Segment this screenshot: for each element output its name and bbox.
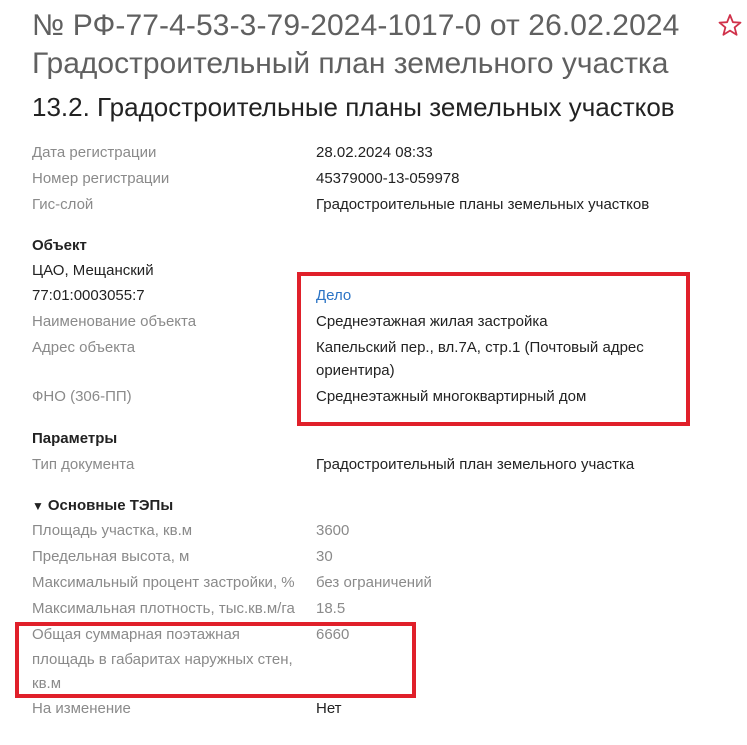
max-coverage-label: Максимальный процент застройки, %	[32, 574, 295, 591]
object-address-label: Адрес объекта	[32, 339, 136, 356]
plot-area-label: Площадь участка, кв.м	[32, 522, 193, 539]
fno-value: Среднеэтажный многоквартирный дом	[316, 388, 587, 405]
plot-area-value: 3600	[316, 522, 350, 539]
max-height-label: Предельная высота, м	[32, 548, 190, 565]
for-change-value: Нет	[316, 700, 342, 717]
max-density-value: 18.5	[316, 600, 346, 617]
object-heading: Объект	[32, 237, 87, 254]
fno-label: ФНО (306-ПП)	[32, 388, 132, 405]
case-link[interactable]: Дело	[316, 287, 352, 304]
registration-number-label: Номер регистрации	[32, 170, 170, 187]
gis-layer-value: Градостроительные планы земельных участков	[316, 196, 650, 213]
document-type-label: Тип документа	[32, 456, 135, 473]
registration-date-label: Дата регистрации	[32, 144, 157, 161]
registration-date-value: 28.02.2024 08:33	[316, 144, 433, 161]
collapse-toggle-icon[interactable]: ▼	[32, 499, 44, 513]
object-address-value-line1: Капельский пер., вл.7А, стр.1 (Почтовый адрес	[316, 339, 644, 356]
for-change-label: На изменение	[32, 700, 131, 717]
object-cadastral-number: 77:01:0003055:7	[32, 287, 145, 304]
object-name-label: Наименование объекта	[32, 313, 197, 330]
object-name-value: Среднеэтажная жилая застройка	[316, 313, 548, 330]
document-type-title: Градостроительный план земельного участка	[32, 47, 669, 80]
object-district: ЦАО, Мещанский	[32, 262, 154, 279]
object-address-value-line2: ориентира)	[316, 362, 395, 379]
gross-floor-area-label-line1: Общая суммарная поэтажная	[32, 626, 240, 643]
gross-floor-area-label-line3: кв.м	[32, 675, 62, 692]
gis-layer-label: Гис-слой	[32, 196, 94, 213]
category-title: 13.2. Градостроительные планы земельных участков	[32, 92, 675, 122]
document-type-value: Градостроительный план земельного участка	[316, 456, 635, 473]
params-heading: Параметры	[32, 430, 118, 447]
max-coverage-value: без ограничений	[316, 574, 432, 591]
tep-heading-label: Основные ТЭПы	[47, 497, 174, 514]
max-density-label: Максимальная плотность, тыс.кв.м/га	[32, 600, 295, 617]
gross-floor-area-label-line2: площадь в габаритах наружных стен,	[32, 651, 293, 668]
registration-number-value: 45379000-13-059978	[316, 170, 460, 187]
max-height-value: 30	[316, 548, 333, 565]
star-outline-icon[interactable]	[717, 10, 743, 40]
document-number-title: № РФ-77-4-53-3-79-2024-1017-0 от 26.02.2024	[32, 9, 680, 42]
gross-floor-area-value: 6660	[316, 626, 350, 643]
tep-heading[interactable]	[32, 493, 173, 519]
